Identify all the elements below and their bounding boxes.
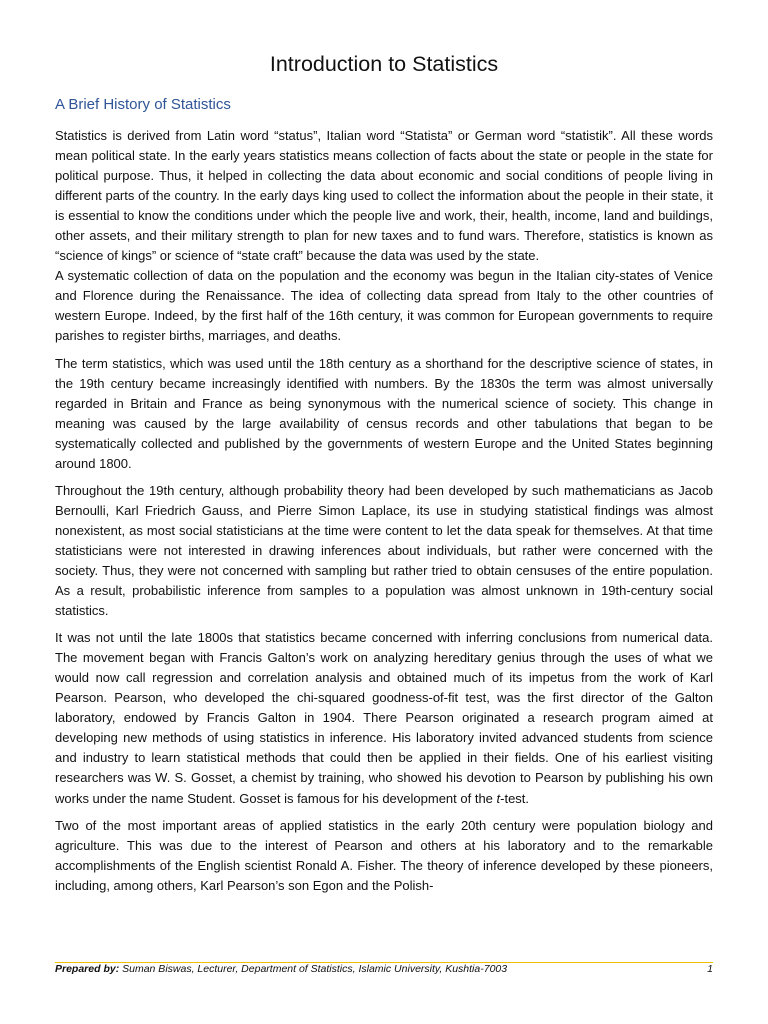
paragraph-1: Statistics is derived from Latin word “status”, Italian word “Statista” or German word “statistik”. All these words mean political state. In the early years statistics means collection of facts about the state or people in the state for political purpose. Thus, it helped in collecting the data about economic and social conditions of people living in different parts of the country. In the early days king used to collect the information about the people in their state, it is essential to know the conditions under which the people live and work, their, health, income, land and buildings, other assets, and their military strength to plan for new taxes and to fund wars. Therefore, statistics is known as “science of kings” or science of “state craft” because the data was used by the state.	[55, 128, 713, 264]
page-footer	[55, 963, 713, 975]
paragraph-5-tail: -test.	[500, 790, 530, 806]
section-heading: A Brief History of Statistics	[55, 96, 231, 113]
paragraph-2: A systematic collection of data on the population and the economy was begun in the Italian city-states of Venice and Florence during the Renaissance. The idea of collecting data spread from Italy to the other countries of western Europe. Indeed, by the first half of the 16th century, it was common for European governments to require parishes to register births, marriages, and deaths.	[55, 268, 713, 344]
paragraph-4: Throughout the 19th century, although probability theory had been developed by such mathematicians as Jacob Bernoulli, Karl Friedrich Gauss, and Pierre Simon Laplace, its use in studying statistical findings was almost nonexistent, as most social statisticians at the time were content to let the data speak for themselves. At that time statisticians were not interested in drawing inferences about individuals, but rather were concerned with the society. Thus, they were not concerned with sampling but rather tried to obtain censuses of the entire population. As a result, probabilistic inference from samples to a population was almost unknown in 19th-century social statistics.	[55, 482, 713, 619]
footer-credit	[55, 963, 507, 975]
footer-text: Suman Biswas, Lecturer, Department of Statistics, Islamic University, Kushtia-7003	[122, 963, 508, 975]
paragraph-6: Two of the most important areas of applied statistics in the early 20th century were population biology and agriculture. This was due to the interest of Pearson and others at his laboratory and to the remarkable accomplishments of the English scientist Ronald A. Fisher. The theory of inference developed by these pioneers, including, among others, Karl Pearson’s son Egon and the Polish-	[55, 817, 713, 893]
document-body	[55, 126, 713, 896]
paragraph-5	[55, 628, 713, 808]
paragraph-5-text: It was not until the late 1800s that statistics became concerned with inferring conclusions from numerical data. The movement began with Francis Galton’s work on analyzing hereditary genius through the uses of what we would now call regression and correlation analysis and obtained much of its impetus from the work of Karl Pearson. Pearson, who developed the chi-squared goodness-of-fit test, was the first director of the Galton laboratory, endowed by Francis Galton in 1904. There Pearson originated a research program aimed at developing new methods of using statistics in inference. His laboratory invited advanced students from science and industry to learn statistical methods that could then be applied in their fields. One of his earliest visiting researchers was W. S. Gosset, a chemist by training, who showed his devotion to Pearson by publishing his own works under the name Student. Gosset is famous for his development of the	[55, 630, 713, 806]
footer-label: Prepared by:	[55, 963, 120, 975]
paragraph-3: The term statistics, which was used until the 18th century as a shorthand for the descriptive science of states, in the 19th century became increasingly identified with numbers. By the 1830s the term was almost universally regarded in Britain and France as being synonymous with the numerical science of society. This change in meaning was caused by the large availability of census records and other tabulations that began to be systematically collected and published by the governments of western Europe and the United States beginning around 1800.	[55, 355, 713, 471]
page-title: Introduction to Statistics	[269, 52, 499, 76]
page-number: 1	[707, 963, 713, 975]
t-test-italic: t	[496, 790, 501, 806]
